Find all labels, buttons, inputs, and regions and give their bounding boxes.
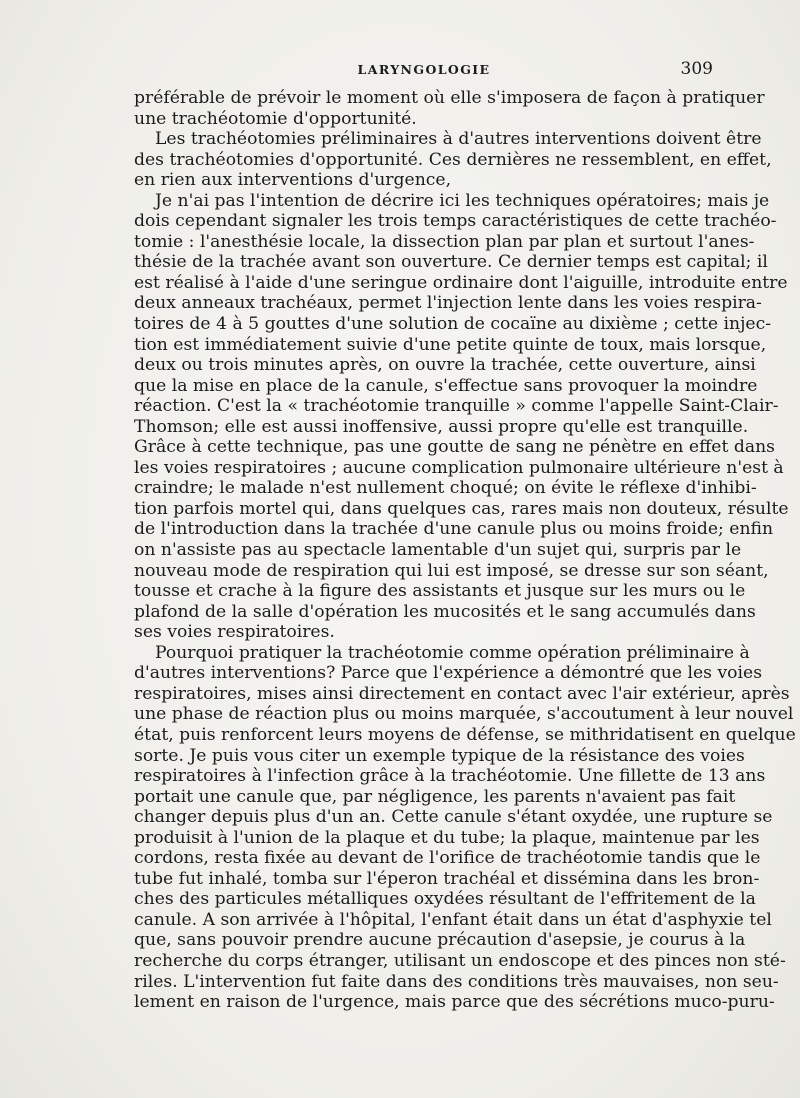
text-line: cordons, resta fixée au devant de l'orifice de trachéotomie tandis que le xyxy=(134,848,761,869)
text-line: deux anneaux trachéaux, permet l'injection lente dans les voies respira- xyxy=(134,293,762,314)
text-line: en rien aux interventions d'urgence, xyxy=(134,170,452,191)
text-line: Thomson; elle est aussi inoffensive, aussi propre qu'elle est tranquille. xyxy=(134,416,749,437)
text-line: une phase de réaction plus ou moins marquée, s'accoutument à leur nouvel xyxy=(134,704,794,725)
text-line: toires de 4 à 5 gouttes d'une solution de cocaïne au dixième ; cette injec- xyxy=(134,314,772,335)
text-line: canule. A son arrivée à l'hôpital, l'enfant était dans un état d'asphyxie tel xyxy=(134,909,772,930)
text-line: produisit à l'union de la plaque et du tube; la plaque, maintenue par les xyxy=(134,827,760,848)
text-line: respiratoires à l'infection grâce à la trachéotomie. Une fillette de 13 ans xyxy=(134,766,766,787)
text-line: sorte. Je puis vous citer un exemple typique de la résistance des voies xyxy=(134,745,745,766)
page-number: 309 xyxy=(680,59,713,79)
running-title: LARYNGOLOGIE xyxy=(357,62,491,77)
text-line: tomie : l'anesthésie locale, la dissection plan par plan et surtout l'anes- xyxy=(134,231,755,252)
text-line: des trachéotomies d'opportunité. Ces dernières ne ressemblent, en effet, xyxy=(134,149,772,170)
text-line: état, puis renforcent leurs moyens de défense, se mithridatisent en quelque xyxy=(134,724,796,745)
text-line: plafond de la salle d'opération les mucosités et le sang accumulés dans xyxy=(134,601,756,622)
text-line: Je n'ai pas l'intention de décrire ici les techniques opératoires; mais je xyxy=(155,190,770,211)
text-line: d'autres interventions? Parce que l'expérience a démontré que les voies xyxy=(134,663,763,684)
text-line: respiratoires, mises ainsi directement en contact avec l'air extérieur, après xyxy=(134,683,790,704)
text-line: recherche du corps étranger, utilisant un endoscope et des pinces non sté- xyxy=(134,950,786,971)
body-text xyxy=(134,88,796,1013)
text-line: dois cependant signaler les trois temps caractéristiques de cette trachéo- xyxy=(134,211,777,232)
text-line: que la mise en place de la canule, s'effectue sans provoquer la moindre xyxy=(134,375,758,396)
text-line: ses voies respiratoires. xyxy=(134,622,335,643)
text-line: Pourquoi pratiquer la trachéotomie comme opération préliminaire à xyxy=(155,642,750,663)
text-line: portait une canule que, par négligence, les parents n'avaient pas fait xyxy=(134,786,736,807)
text-line: on n'assiste pas au spectacle lamentable d'un sujet qui, surpris par le xyxy=(134,540,742,561)
text-line: tousse et crache à la figure des assistants et jusque sur les murs ou le xyxy=(134,581,746,602)
text-line: les voies respiratoires ; aucune complication pulmonaire ultérieure n'est à xyxy=(134,457,784,478)
text-line: lement en raison de l'urgence, mais parce que des sécrétions muco-puru- xyxy=(134,992,775,1013)
text-line: tion parfois mortel qui, dans quelques cas, rares mais non douteux, résulte xyxy=(134,498,789,519)
text-line: Grâce à cette technique, pas une goutte de sang ne pénètre en effet dans xyxy=(134,437,775,458)
text-line: Les trachéotomies préliminaires à d'autres interventions doivent être xyxy=(155,129,762,150)
text-line: de l'introduction dans la trachée d'une canule plus ou moins froide; enfin xyxy=(134,519,774,540)
text-line: préférable de prévoir le moment où elle s'imposera de façon à pratiquer xyxy=(134,88,765,108)
text-line: craindre; le malade n'est nullement choqué; on évite le réflexe d'inhibi- xyxy=(134,478,757,499)
text-line: nouveau mode de respiration qui lui est imposé, se dresse sur son séant, xyxy=(134,560,769,581)
text-line: que, sans pouvoir prendre aucune précaution d'asepsie, je courus à la xyxy=(134,930,746,951)
text-line: changer depuis plus d'un an. Cette canule s'étant oxydée, une rupture se xyxy=(134,807,773,828)
text-line: ches des particules métalliques oxydées résultant de l'effritement de la xyxy=(134,889,756,910)
running-head xyxy=(135,59,713,82)
text-line: une trachéotomie d'opportunité. xyxy=(134,108,417,129)
text-line: tion est immédiatement suivie d'une petite quinte de toux, mais lorsque, xyxy=(134,334,767,355)
text-line: deux ou trois minutes après, on ouvre la trachée, cette ouverture, ainsi xyxy=(134,355,756,376)
text-line: est réalisé à l'aide d'une seringue ordinaire dont l'aiguille, introduite entre xyxy=(134,272,788,293)
text-line: tube fut inhalé, tomba sur l'éperon trachéal et dissémina dans les bron- xyxy=(134,868,760,889)
text-line: thésie de la trachée avant son ouverture. Ce dernier temps est capital; il xyxy=(134,252,768,273)
text-line: riles. L'intervention fut faite dans des conditions très mauvaises, non seu- xyxy=(134,971,779,992)
text-line: réaction. C'est la « trachéotomie tranquille » comme l'appelle Saint-Clair- xyxy=(134,396,779,417)
